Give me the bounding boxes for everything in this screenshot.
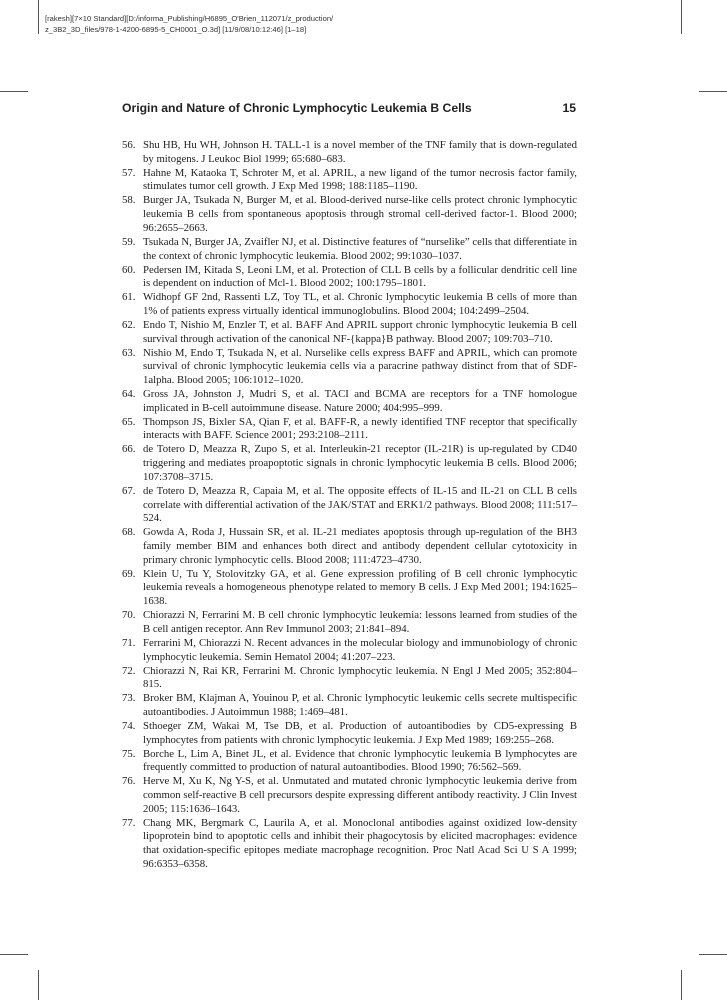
reference-item [122,665,577,693]
reference-item [122,388,577,416]
reference-item [122,526,577,567]
reference-item [122,485,577,526]
reference-item [122,194,577,235]
reference-text: Nishio M, Endo T, Tsukada N, et al. Nurselike cells express BAFF and APRIL, which can promote survival of chronic lymphocytic leukemia cells via a paracrine pathway distinct from that of SDF-1alpha. Blood 2005; 106:1012–1020. [143,346,577,387]
reference-text: Chang MK, Bergmark C, Laurila A, et al. Monoclonal antibodies against oxidized low-density lipoprotein bind to apoptotic cells and inhibit their phagocytosis by elicited macrophages: evidence that oxidation-specific epitopes mediate macrophage recognition. Proc Natl Acad Sci U S A 1999; 96:6353–6358. [143,816,577,870]
reference-text: Ferrarini M, Chiorazzi N. Recent advances in the molecular biology and immunobiology of chronic lymphocytic leukemia. Semin Hematol 2004; 41:207–223. [143,636,577,663]
crop-mark [681,0,682,34]
reference-number: 65. [122,415,136,428]
reference-item [122,609,577,637]
reference-item [122,637,577,665]
crop-mark [681,970,682,1000]
reference-item [122,775,577,816]
reference-number: 74. [122,719,136,732]
reference-item [122,416,577,444]
reference-number: 72. [122,664,136,677]
reference-text: de Totero D, Meazza R, Zupo S, et al. Interleukin-21 receptor (IL-21R) is up-regulated by CD40 triggering and mediates proapoptotic signals in chronic lymphocytic leukemia B cells. Blood 2006; 107:3708–3715. [143,443,577,483]
production-slug [45,13,565,35]
reference-text: Sthoeger ZM, Wakai M, Tse DB, et al. Production of autoantibodies by CD5-expressing B lymphocytes from patients with chronic lymphocytic leukemia. J Exp Med 1989; 169:255–268. [143,719,577,746]
reference-text: Hahne M, Kataoka T, Schroter M, et al. APRIL, a new ligand of the tumor necrosis factor family, stimulates tumor cell growth. J Exp Med 1998; 188:1185–1190. [143,166,577,193]
reference-text: Thompson JS, Bixler SA, Qian F, et al. BAFF-R, a newly identified TNF receptor that specifically interacts with BAFF. Science 2001; 293:2108–2111. [143,415,577,442]
reference-item [122,443,577,484]
reference-text: Klein U, Tu Y, Stolovitzky GA, et al. Gene expression profiling of B cell chronic lymphocytic leukemia reveals a homogeneous phenotype related to memory B cells. J Exp Med 2001; 194:1625–1638. [143,567,577,608]
reference-number: 69. [122,567,136,580]
reference-item [122,236,577,264]
reference-text: Herve M, Xu K, Ng Y-S, et al. Unmutated and mutated chronic lymphocytic leukemia derive from common self-reactive B cell precursors despite expressing different antibody reactivity. J Clin Invest 2005; 115:1636–1643. [143,775,577,815]
reference-number: 68. [122,526,136,539]
reference-number: 62. [122,318,136,331]
reference-item [122,347,577,388]
reference-text: Borche L, Lim A, Binet JL, et al. Evidence that chronic lymphocytic leukemia B lymphocytes are frequently committed to production of natural autoantibodies. Blood 1990; 76:562–569. [143,747,577,774]
reference-text: de Totero D, Meazza R, Capaia M, et al. The opposite effects of IL-15 and IL-21 on CLL B cells correlate with differential activation of the JAK/STAT and ERK1/2 pathways. Blood 2008; 111:517–524. [143,484,577,525]
reference-number: 59. [122,235,136,248]
crop-mark [0,954,28,955]
crop-mark [38,0,39,34]
reference-text: Endo T, Nishio M, Enzler T, et al. BAFF And APRIL support chronic lymphocytic leukemia B cell survival through activation of the canonical NF-{kappa}B pathway. Blood 2007; 109:703–710. [143,318,577,345]
reference-item [122,817,577,872]
reference-item [122,692,577,720]
crop-mark [699,91,727,92]
slug-line: z_3B2_3D_files/978-1-4200-6895-5_CH0001_O.3d] [11/9/08/10:12:46] [1–18] [45,25,307,34]
reference-text: Tsukada N, Burger JA, Zvaifler NJ, et al. Distinctive features of “nurselike” cells that differentiate in the context of chronic lymphocytic leukemia. Blood 2002; 99:1030–1037. [143,235,577,262]
reference-number: 67. [122,484,136,497]
crop-mark [38,970,39,1000]
reference-number: 63. [122,346,136,359]
reference-number: 60. [122,263,136,276]
crop-mark [699,954,727,955]
reference-number: 73. [122,692,136,705]
reference-number: 75. [122,747,136,760]
slug-line: [rakesh][7×10 Standard][D:/informa_Publishing/H6895_O'Brien_112071/z_production/ [45,14,334,23]
reference-item [122,139,577,167]
reference-item [122,291,577,319]
reference-number: 57. [122,166,136,179]
reference-text: Chiorazzi N, Rai KR, Ferrarini M. Chronic lymphocytic leukemia. N Engl J Med 2005; 352:804–815. [143,664,577,691]
reference-item [122,319,577,347]
reference-list [122,139,577,872]
reference-number: 76. [122,775,136,788]
page-number: 15 [562,101,576,115]
reference-number: 64. [122,388,136,400]
running-head-title: Origin and Nature of Chronic Lymphocytic Leukemia B Cells [122,101,472,115]
reference-item [122,167,577,195]
crop-mark [0,91,28,92]
reference-text: Gowda A, Roda J, Hussain SR, et al. IL-21 mediates apoptosis through up-regulation of the BH3 family member BIM and enhances both direct and antibody dependent cellular cytotoxicity in primary chronic lymphocytic cells. Blood 2008; 111:4723–4730. [143,526,577,566]
reference-text: Broker BM, Klajman A, Youinou P, et al. Chronic lymphocytic leukemic cells secrete multispecific autoantibodies. J Autoimmun 1988; 1:469–481. [143,692,577,718]
reference-text: Burger JA, Tsukada N, Burger M, et al. Blood-derived nurse-like cells protect chronic lymphocytic leukemia B cells from spontaneous apoptosis through stromal cell-derived factor-1. Blood 2000; 96:2655–2663. [143,194,577,234]
reference-text: Chiorazzi N, Ferrarini M. B cell chronic lymphocytic leukemia: lessons learned from studies of the B cell antigen receptor. Ann Rev Immunol 2003; 21:841–894. [143,609,577,635]
reference-text: Shu HB, Hu WH, Johnson H. TALL-1 is a novel member of the TNF family that is down-regulated by mitogens. J Leukoc Biol 1999; 65:680–683. [143,139,577,165]
running-head [122,101,576,117]
reference-text: Gross JA, Johnston J, Mudri S, et al. TACI and BCMA are receptors for a TNF homologue implicated in B-cell autoimmune disease. Nature 2000; 404:995–999. [143,388,577,414]
reference-item [122,264,577,292]
reference-number: 71. [122,636,136,649]
reference-number: 77. [122,816,136,829]
reference-item [122,748,577,776]
reference-number: 66. [122,443,136,456]
reference-number: 61. [122,291,136,304]
reference-item [122,568,577,609]
reference-number: 70. [122,609,136,622]
reference-text: Pedersen IM, Kitada S, Leoni LM, et al. Protection of CLL B cells by a follicular dendritic cell line is dependent on induction of Mcl-1. Blood 2002; 100:1795–1801. [143,263,577,290]
reference-text: Widhopf GF 2nd, Rassenti LZ, Toy TL, et al. Chronic lymphocytic leukemia B cells of more than 1% of patients express virtually identical immunoglobulins. Blood 2004; 104:2499–2504. [143,291,577,317]
reference-number: 58. [122,194,136,207]
reference-number: 56. [122,139,136,151]
reference-item [122,720,577,748]
